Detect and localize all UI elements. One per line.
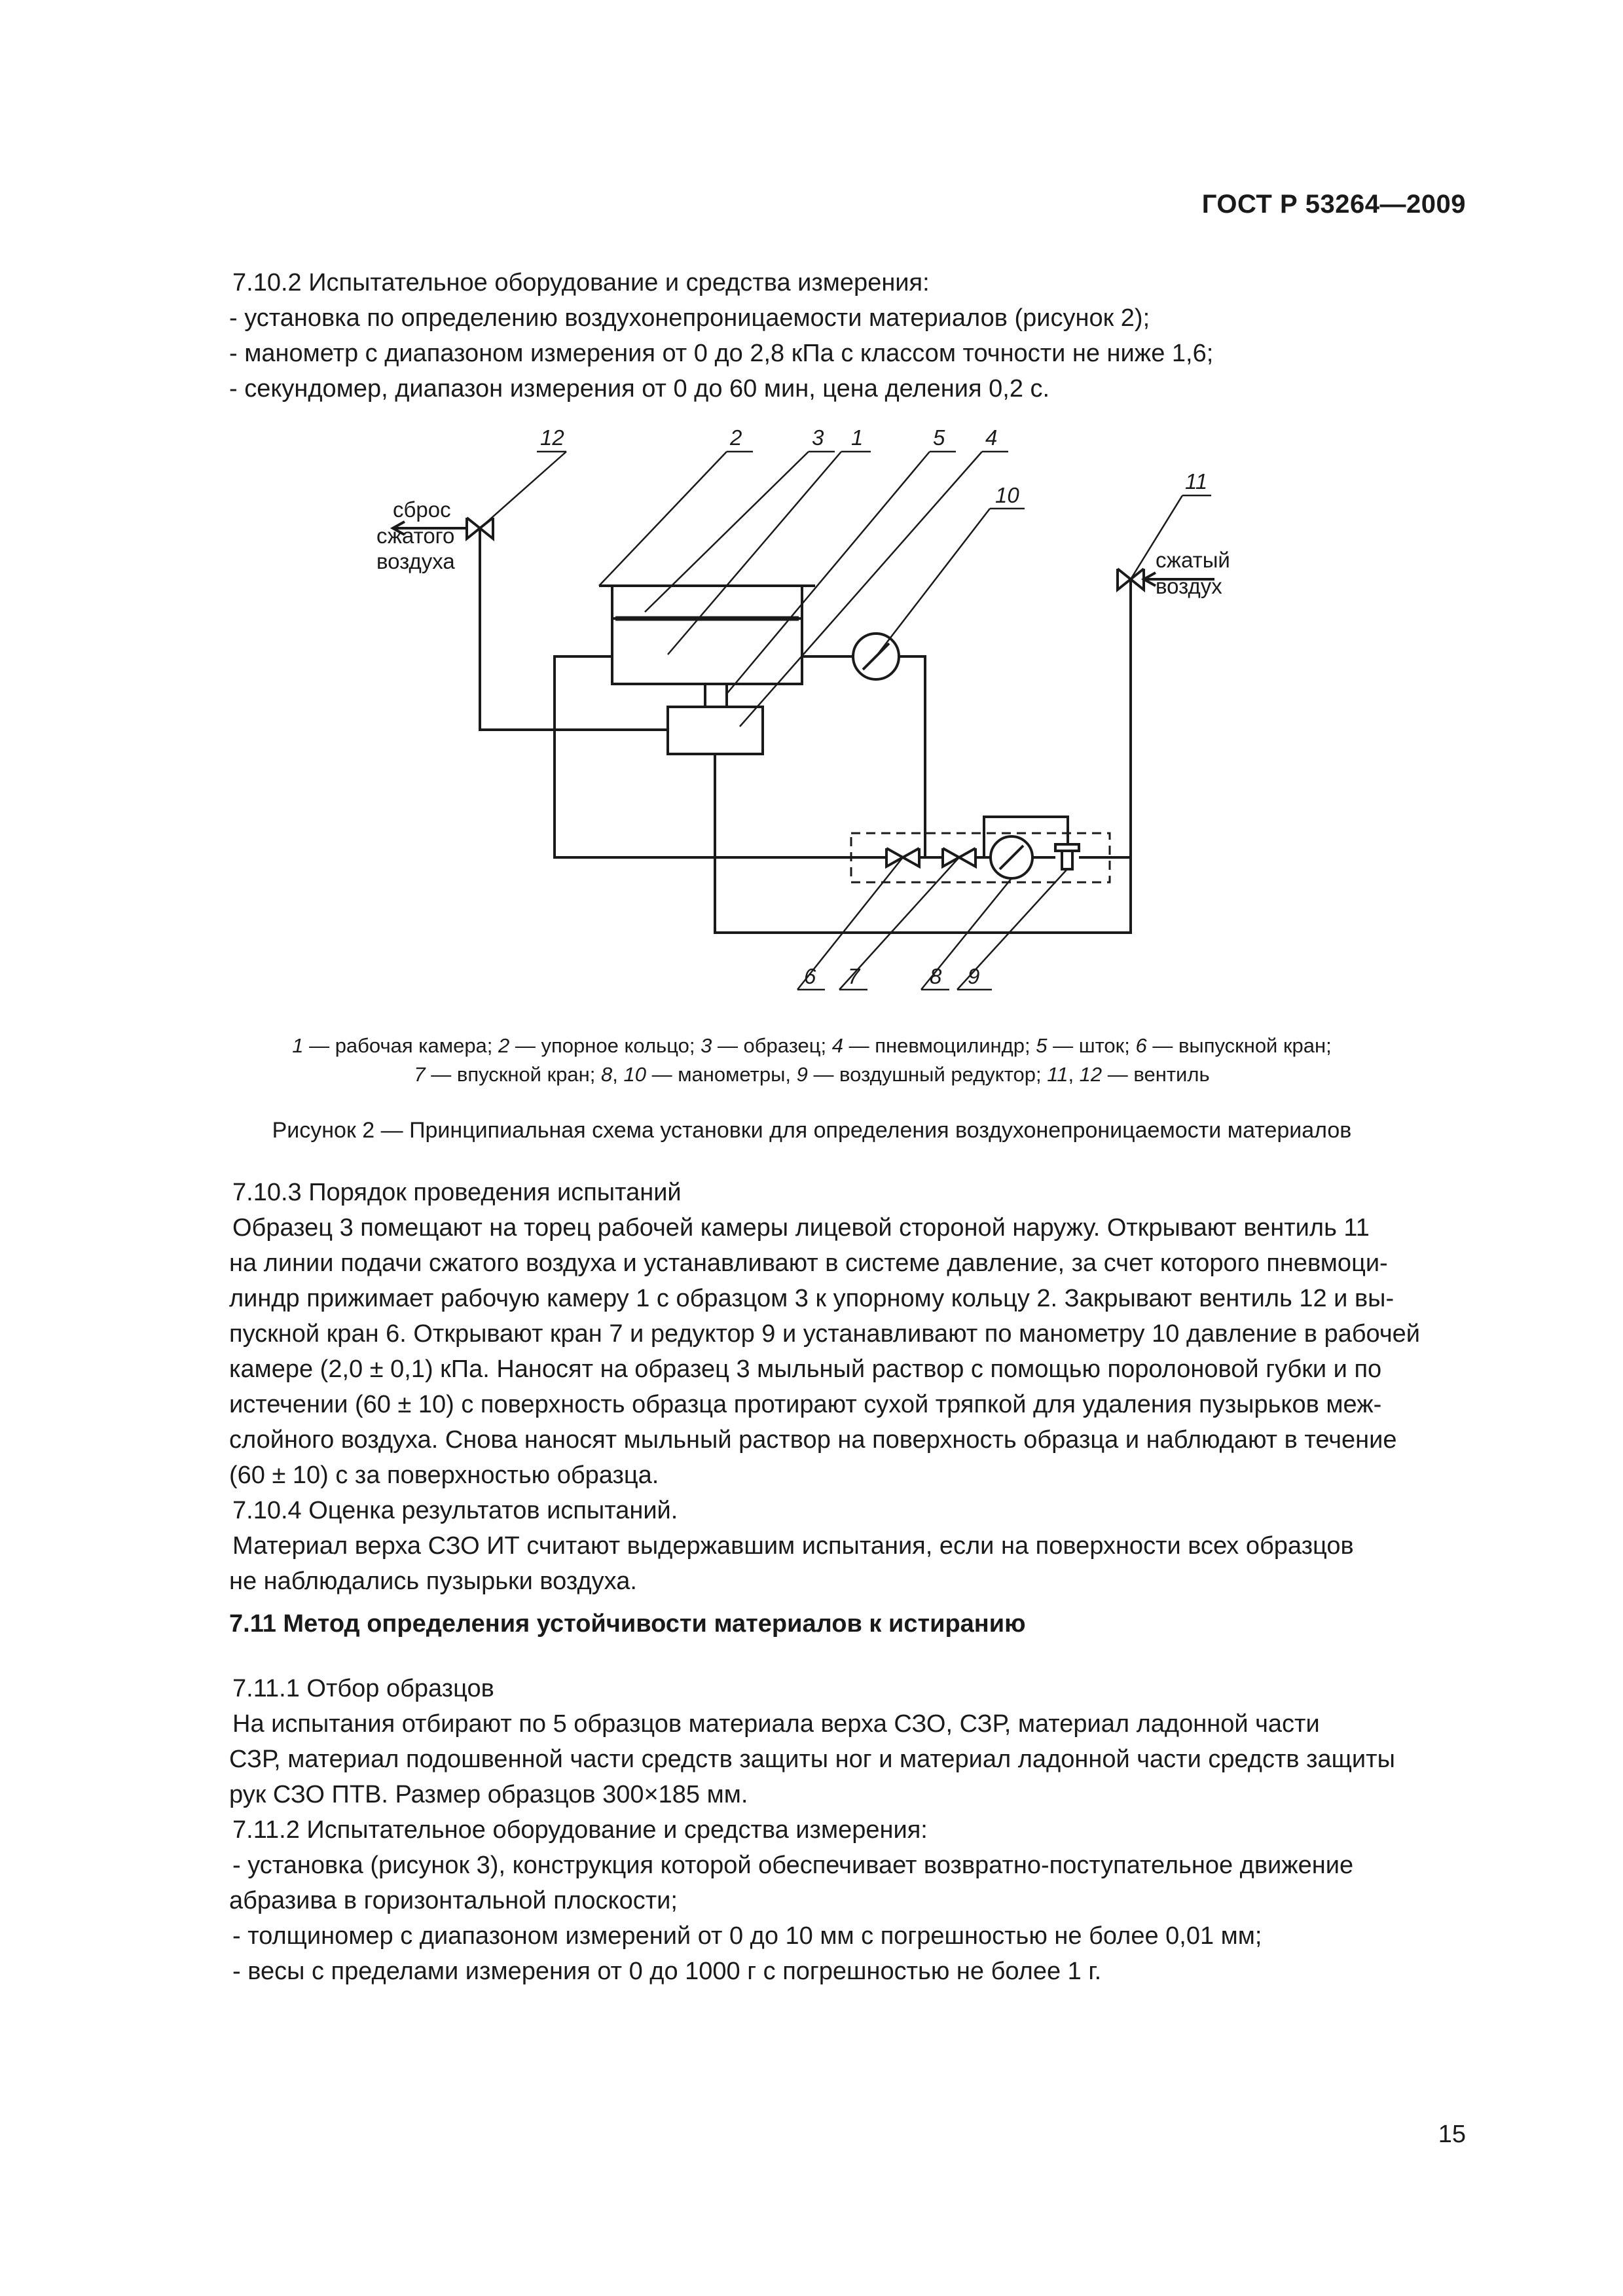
valve-12-right <box>480 518 493 539</box>
valve-6-right <box>903 848 919 867</box>
list-item: - установка по определению воздухонепроницаемости материалов (рисунок 2); <box>229 304 1150 332</box>
list-item: абразива в горизонтальной плоскости; <box>229 1887 678 1914</box>
paragraph-line: слойного воздуха. Снова наносят мыльный раствор на поверхность образца и наблюдают в течение <box>229 1426 1397 1454</box>
compressed-label-1: сжатый <box>1156 548 1230 572</box>
label-4: 4 <box>985 425 998 450</box>
document-code: ГОСТ Р 53264—2009 <box>1201 190 1466 219</box>
list-item: - толщиномер с диапазоном измерений от 0 до 10 мм с погрешностью не более 0,01 мм; <box>232 1922 1262 1950</box>
label-10: 10 <box>995 483 1019 507</box>
section-7-10-3-paragraph <box>229 1210 1470 1493</box>
paragraph-line: Образец 3 помещают на торец рабочей камеры лицевой стороной наружу. Открывают вентиль 11 <box>232 1214 1370 1242</box>
section-7-10-4-title: 7.10.4 Оценка результатов испытаний. <box>232 1497 678 1524</box>
release-label-2: сжатого <box>376 524 455 548</box>
paragraph-line: на линии подачи сжатого воздуха и устанавливают в системе давление, за счет которого пневмоци- <box>229 1249 1388 1277</box>
compressed-label-2: воздух <box>1156 574 1222 598</box>
figure-2-legend-line-1: 1 — рабочая камера; 2 — упорное кольцо; 3 — образец; 4 — пневмоцилиндр; 5 — шток; 6 — выпускной кран; <box>292 1034 1332 1057</box>
paragraph-line: пускной кран 6. Открывают кран 7 и редуктор 9 и устанавливают по манометру 10 давление в рабочей <box>229 1320 1421 1348</box>
pneumocylinder <box>668 707 763 754</box>
section-7-11-1-title: 7.11.1 Отбор образцов <box>232 1675 494 1702</box>
thrust-ring <box>612 586 802 619</box>
section-7-10-4-paragraph <box>229 1528 1470 1599</box>
label-1: 1 <box>851 425 864 450</box>
label-2: 2 <box>730 425 742 450</box>
list-item: - весы с пределами измерения от 0 до 1000 г с погрешностью не более 1 г. <box>232 1958 1102 1985</box>
valve-7-right <box>959 848 976 867</box>
label-9: 9 <box>968 964 980 988</box>
list-item: - установка (рисунок 3), конструкция которой обеспечивает возвратно-поступательное движение <box>232 1852 1354 1879</box>
paragraph-line: На испытания отбирают по 5 образцов материала верха СЗО, СЗР, материал ладонной части <box>232 1710 1320 1738</box>
label-6: 6 <box>804 964 816 988</box>
label-7: 7 <box>848 964 860 988</box>
reducer-9-stem <box>1062 851 1072 869</box>
label-11: 11 <box>1185 469 1208 493</box>
label-12: 12 <box>540 425 564 450</box>
section-7-11-2-title: 7.11.2 Испытательное оборудование и средства измерения: <box>232 1816 928 1844</box>
paragraph-line: Материал верха СЗО ИТ считают выдержавшим испытания, если на поверхности всех образцов <box>232 1532 1354 1560</box>
pipe-release <box>480 528 668 730</box>
paragraph-line: линдр прижимает рабочую камеру 1 с образцом 3 к упорному кольцу 2. Закрывают вентиль 12 и вы- <box>229 1285 1395 1312</box>
paragraph-line: рук СЗО ПТВ. Размер образцов 300×185 мм. <box>229 1781 748 1808</box>
figure-2-legend-line-2: 7 — впускной кран; 8, 10 — манометры, 9 — воздушный редуктор; 11, 12 — вентиль <box>414 1063 1210 1086</box>
list-item: - манометр с диапазоном измерения от 0 до 2,8 кПа с классом точности не ниже 1,6; <box>229 340 1214 367</box>
paragraph-line: камере (2,0 ± 0,1) кПа. Наносят на образец 3 мыльный раствор с помощью поролоновой губки и по <box>229 1355 1382 1383</box>
section-7-10-2-title: 7.10.2 Испытательное оборудование и средства измерения: <box>232 269 930 296</box>
paragraph-line: (60 ± 10) с за поверхностью образца. <box>229 1462 659 1489</box>
paragraph-line: не наблюдались пузырьки воздуха. <box>229 1568 637 1595</box>
paragraph-line: СЗР, материал подошвенной части средств защиты ног и материал ладонной части средств защиты <box>229 1746 1395 1773</box>
release-label-1: сброс <box>393 497 451 522</box>
label-5: 5 <box>933 425 945 450</box>
page-number: 15 <box>1438 2121 1466 2148</box>
manometer-8-needle <box>1000 846 1023 869</box>
section-7-11-1-paragraph <box>229 1706 1470 1812</box>
pipe-manometer-10-down <box>900 656 925 857</box>
section-7-10-3-title: 7.10.3 Порядок проведения испытаний <box>232 1179 682 1206</box>
figure-2-title: Рисунок 2 — Принципиальная схема установки для определения воздухонепроницаемости материалов <box>272 1118 1352 1143</box>
list-item: - секундомер, диапазон измерения от 0 до 60 мин, цена деления 0,2 с. <box>229 375 1050 403</box>
release-label-3: воздуха <box>376 549 455 573</box>
figure-2-diagram <box>0 0 1623 1047</box>
section-7-11-title: 7.11 Метод определения устойчивости материалов к истиранию <box>229 1610 1026 1638</box>
label-3: 3 <box>812 425 824 450</box>
label-8: 8 <box>930 964 942 988</box>
paragraph-line: истечении (60 ± 10) с поверхность образца протирают сухой тряпкой для удаления пузырьков меж- <box>229 1391 1382 1418</box>
working-chamber <box>612 619 802 684</box>
